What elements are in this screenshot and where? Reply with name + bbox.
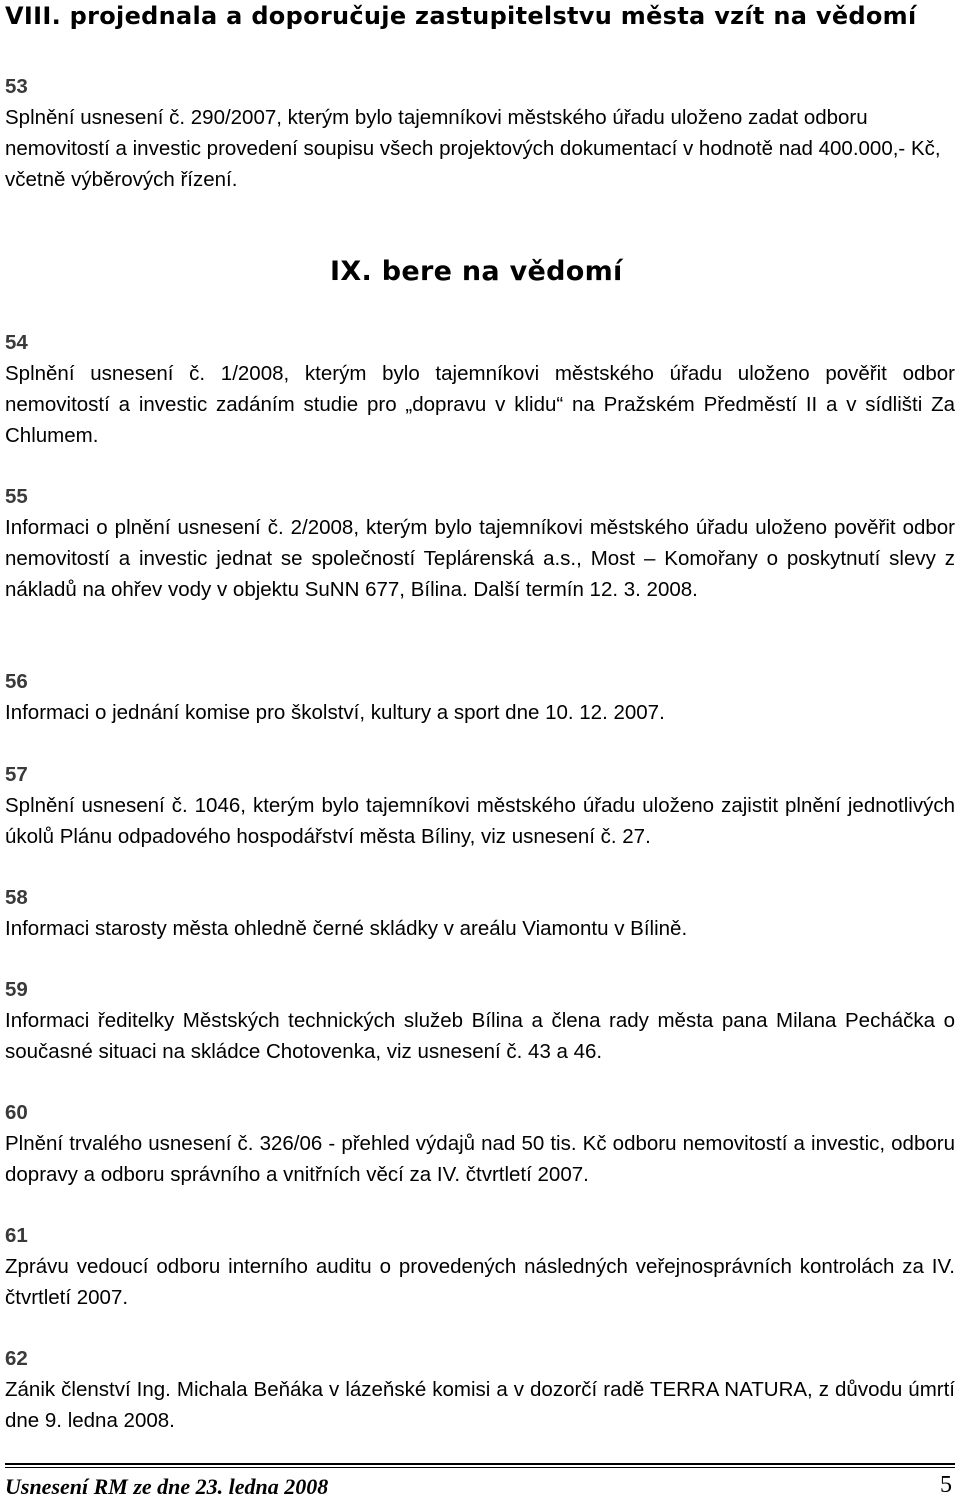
item-text: Informaci o jednání komise pro školství, kultury a sport dne 10. 12. 2007.: [5, 701, 665, 724]
list-item: [5, 759, 955, 852]
list-item: [5, 1097, 955, 1190]
item-text: Informaci o plnění usnesení č. 2/2008, kterým bylo tajemníkovi městského úřadu uloženo pověřit odbor nemovitostí a investic jednat se společností Teplárenská a.s., Most – Komořany o poskytnutí slevy z nákladů na ohřev vody v objektu SuNN 677, Bílina. Další termín 12. 3. 2008.: [5, 516, 955, 601]
item-text: Splnění usnesení č. 1/2008, kterým bylo tajemníkovi městského úřadu uloženo pověřit odbor nemovitostí a investic zadáním studie pro „dopravu v klidu“ na Pražském Předměstí II a v sídlišti Za Chlumem.: [5, 362, 955, 447]
item-text: Zprávu vedoucí odboru interního auditu o provedených následných veřejnosprávních kontrolách za IV. čtvrtletí 2007.: [5, 1255, 955, 1309]
item-text: Informaci starosty města ohledně černé skládky v areálu Viamontu v Bílině.: [5, 917, 688, 940]
item-number: 61: [5, 1224, 28, 1247]
section-heading-ix: IX. bere na vědomí: [330, 256, 623, 287]
list-item: [5, 882, 955, 944]
footer-divider-thin: [5, 1467, 955, 1468]
item-text: Splnění usnesení č. 290/2007, kterým bylo tajemníkovi městského úřadu uloženo zadat odboru nemovitostí a investic provedení soupisu všech projektových dokumentací v hodnotě nad 400.000,- Kč, včetně výběrových řízení.: [5, 106, 941, 191]
item-text: Plnění trvalého usnesení č. 326/06 - přehled výdajů nad 50 tis. Kč odboru nemovitostí a investic, odboru dopravy a odboru správního a vnitřních věcí za IV. čtvrtletí 2007.: [5, 1132, 955, 1186]
list-item: [5, 481, 955, 605]
item-number: 56: [5, 670, 28, 693]
list-item: [5, 71, 955, 195]
item-number: 60: [5, 1101, 28, 1124]
item-number: 53: [5, 75, 28, 98]
footer-divider: [5, 1463, 955, 1465]
list-item: [5, 1220, 955, 1313]
item-number: 59: [5, 978, 28, 1001]
list-item: [5, 666, 955, 728]
list-item: [5, 327, 955, 451]
list-item: [5, 1343, 955, 1436]
page-number: 5: [940, 1472, 952, 1498]
item-number: 55: [5, 485, 28, 508]
item-text: Splnění usnesení č. 1046, kterým bylo tajemníkovi městského úřadu uloženo zajistit plnění jednotlivých úkolů Plánu odpadového hospodářství města Bíliny, viz usnesení č. 27.: [5, 794, 955, 848]
footer-title: Usnesení RM ze dne 23. ledna 2008: [5, 1474, 329, 1499]
item-number: 58: [5, 886, 28, 909]
item-number: 57: [5, 763, 28, 786]
section-heading-viii: VIII. projednala a doporučuje zastupitelstvu města vzít na vědomí: [5, 2, 917, 30]
item-number: 62: [5, 1347, 28, 1370]
list-item: [5, 974, 955, 1067]
item-number: 54: [5, 331, 28, 354]
item-text: Zánik členství Ing. Michala Beňáka v lázeňské komisi a v dozorčí radě TERRA NATURA, z důvodu úmrtí dne 9. ledna 2008.: [5, 1378, 955, 1432]
item-text: Informaci ředitelky Městských technických služeb Bílina a člena rady města pana Milana Pecháčka o současné situaci na skládce Chotovenka, viz usnesení č. 43 a 46.: [5, 1009, 955, 1063]
